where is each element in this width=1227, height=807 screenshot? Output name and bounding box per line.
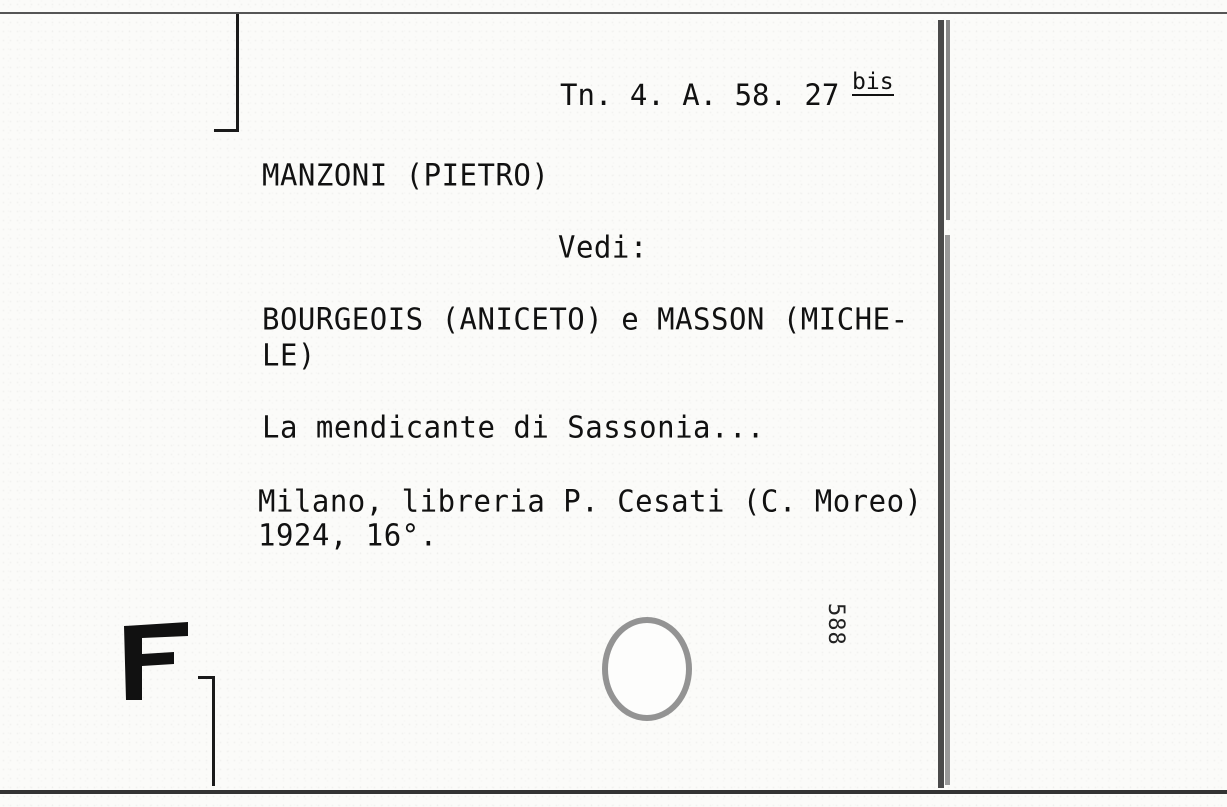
stamp-number: 588 (823, 603, 848, 646)
card-right-edge-shadow-lower (945, 235, 950, 785)
see-label: Vedi: (558, 229, 648, 265)
punch-hole (602, 617, 692, 721)
imprint-line-1: Milano, libreria P. Cesati (C. Moreo) (258, 483, 923, 519)
heading: MANZONI (PIETRO) (262, 157, 550, 193)
author-line-1: BOURGEOIS (ANICETO) e MASSON (MICHE- (262, 301, 909, 337)
shelfmark: Tn. 4. A. 58. 27 (560, 78, 840, 112)
shelfmark-suffix: bis (852, 69, 894, 95)
card-right-edge-shadow (946, 20, 950, 220)
author-line-2: LE) (262, 337, 316, 373)
imprint-line-2: 1924, 16°. (258, 517, 438, 553)
margin-letter-f (120, 620, 192, 702)
title: La mendicante di Sassonia... (262, 409, 765, 445)
